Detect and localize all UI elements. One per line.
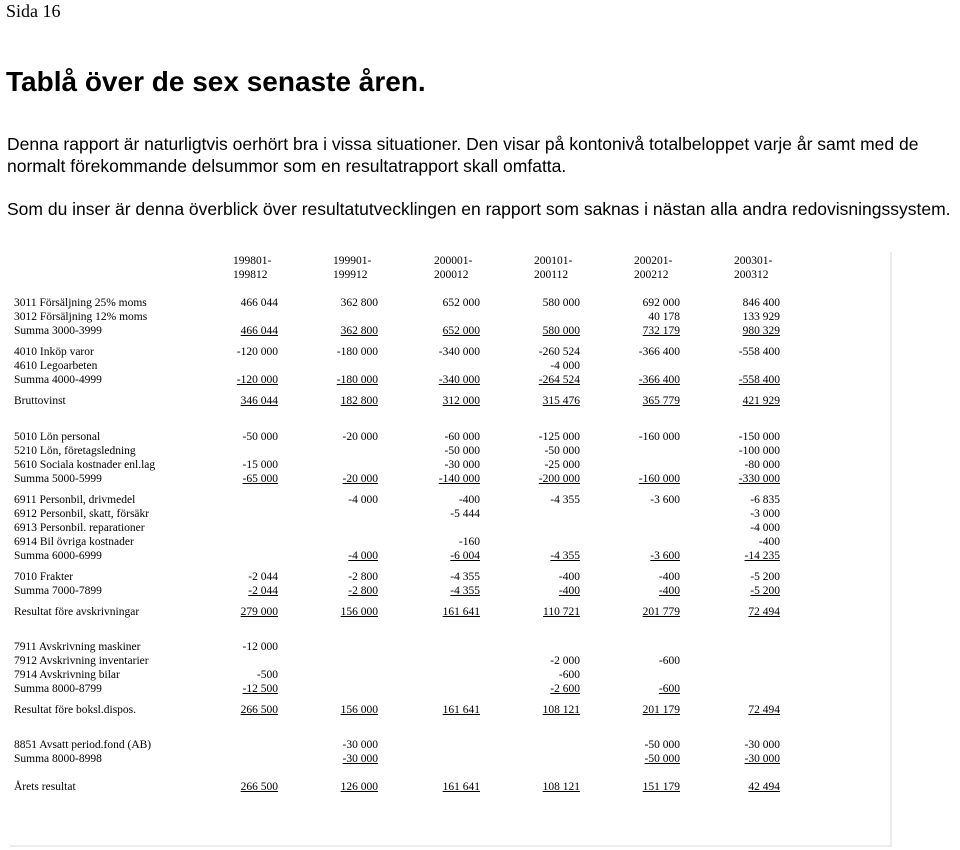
value-cell: 201 179 [642, 704, 680, 716]
value-cell: -20 000 [342, 431, 378, 443]
value-cell: 40 178 [648, 311, 680, 323]
row-label: Resultat före avskrivningar [14, 606, 140, 618]
value-cell: -4 000 [550, 360, 580, 372]
value-cell: -50 000 [544, 445, 580, 457]
value-cell: 182 800 [340, 395, 378, 407]
value-cell: -50 000 [242, 431, 278, 443]
value-cell: -400 [558, 571, 580, 583]
value-cell: 156 000 [340, 704, 378, 716]
period-header-4 [534, 254, 594, 282]
value-cell: -4 355 [450, 585, 480, 597]
row-label: 3012 Försäljning 12% moms [14, 311, 148, 323]
value-cell: -4 000 [348, 494, 378, 506]
value-cell: -160 [458, 536, 480, 548]
value-cell: 346 044 [240, 395, 278, 407]
value-cell: 161 641 [442, 606, 480, 618]
value-cell: -180 000 [336, 346, 378, 358]
row-label: 4010 Inköp varor [14, 346, 94, 358]
value-cell: 72 494 [748, 704, 780, 716]
value-cell: -30 000 [342, 753, 378, 765]
row-label: 8851 Avsatt period.fond (AB) [14, 739, 152, 751]
value-cell: -160 000 [638, 473, 680, 485]
value-cell: 151 179 [642, 781, 680, 793]
value-cell: -4 000 [750, 522, 780, 534]
row-label: Summa 4000-4999 [14, 374, 102, 386]
value-cell: -558 400 [738, 346, 780, 358]
row-label: 5010 Lön personal [14, 431, 101, 443]
value-cell: 201 779 [642, 606, 680, 618]
value-cell: -12 500 [242, 683, 278, 695]
period-header-5 [634, 254, 694, 282]
value-cell: -400 [558, 585, 580, 597]
value-cell: -4 355 [450, 571, 480, 583]
value-cell: -5 200 [750, 571, 780, 583]
period-header-2 [333, 254, 393, 282]
value-cell: 362 800 [340, 297, 378, 309]
value-cell: -5 200 [750, 585, 780, 597]
value-cell: 652 000 [442, 325, 480, 337]
value-cell: 732 179 [642, 325, 680, 337]
value-cell: -60 000 [444, 431, 480, 443]
value-cell: 72 494 [748, 606, 780, 618]
period-header-1 [233, 254, 293, 282]
value-cell: 110 721 [543, 606, 580, 618]
row-label: Summa 8000-8998 [14, 753, 102, 765]
value-cell: 652 000 [442, 297, 480, 309]
value-cell: -264 524 [538, 374, 580, 386]
value-cell: -120 000 [236, 346, 278, 358]
page-title: Tablå över de sex senaste åren. [6, 66, 426, 97]
row-label: Summa 8000-8799 [14, 683, 102, 695]
value-cell: -2 044 [248, 571, 278, 583]
period-to: 200012 [434, 269, 469, 281]
summary-paragraph: Som du inser är denna överblick över resultatutvecklingen en rapport som saknas i nästan alla andra redovisningssystem. [7, 199, 951, 219]
row-label: Årets resultat [14, 781, 76, 793]
row-label: Summa 5000-5999 [14, 473, 102, 485]
value-cell: -30 000 [744, 739, 780, 751]
period-header-3 [434, 254, 494, 282]
value-cell: 133 929 [742, 311, 780, 323]
period-to: 200112 [534, 269, 569, 281]
period-header-6 [734, 254, 794, 282]
row-label: 5610 Sociala kostnader enl.lag [14, 459, 156, 471]
period-from: 200201- [634, 255, 673, 267]
value-cell: -80 000 [744, 459, 780, 471]
value-cell: -558 400 [738, 374, 780, 386]
value-cell: -3 600 [650, 550, 680, 562]
value-cell: 161 641 [442, 781, 480, 793]
row-label: Summa 6000-6999 [14, 550, 102, 562]
value-cell: 580 000 [542, 325, 580, 337]
value-cell: -50 000 [644, 739, 680, 751]
row-label: Resultat före boksl.dispos. [14, 704, 137, 716]
value-cell: -3 000 [750, 508, 780, 520]
value-cell: -400 [758, 536, 780, 548]
row-label: 6914 Bil övriga kostnader [14, 536, 134, 548]
value-cell: -25 000 [544, 459, 580, 471]
period-from: 199801- [233, 255, 272, 267]
row-label: 7912 Avskrivning inventarier [14, 655, 149, 667]
intro-paragraph: Denna rapport är naturligtvis oerhört bra i vissa situationer. Den visar på kontonivå totalbeloppet varje år samt med de normalt förekommande delsummor som en resultatrapport skall omfatta. [7, 134, 919, 176]
value-cell: -4 355 [550, 494, 580, 506]
value-cell: 692 000 [642, 297, 680, 309]
value-cell: -150 000 [738, 431, 780, 443]
value-cell: -4 355 [550, 550, 580, 562]
value-cell: 980 329 [742, 325, 780, 337]
value-cell: 108 121 [542, 704, 580, 716]
row-label: 7911 Avskrivning maskiner [14, 641, 141, 653]
row-label: 7914 Avskrivning bilar [14, 669, 120, 681]
value-cell: -340 000 [438, 374, 480, 386]
value-cell: 266 500 [240, 704, 278, 716]
value-cell: -400 [658, 571, 680, 583]
row-label: Bruttovinst [14, 395, 66, 407]
value-cell: 846 400 [742, 297, 780, 309]
value-cell: 161 641 [442, 704, 480, 716]
value-cell: -260 524 [538, 346, 580, 358]
value-cell: -2 800 [348, 571, 378, 583]
value-cell: 466 044 [240, 297, 278, 309]
period-to: 200312 [734, 269, 769, 281]
value-cell: -50 000 [444, 445, 480, 457]
value-cell: -2 600 [550, 683, 580, 695]
value-cell: -15 000 [242, 459, 278, 471]
period-to: 199912 [333, 269, 368, 281]
value-cell: -600 [658, 683, 680, 695]
value-cell: -120 000 [236, 374, 278, 386]
value-cell: 421 929 [742, 395, 780, 407]
value-cell: -3 600 [650, 494, 680, 506]
value-cell: -500 [256, 669, 278, 681]
period-to: 199812 [233, 269, 268, 281]
value-cell: 315 476 [542, 395, 580, 407]
row-label: 6913 Personbil. reparationer [14, 522, 145, 534]
value-cell: 156 000 [340, 606, 378, 618]
value-cell: 312 000 [442, 395, 480, 407]
value-cell: -30 000 [342, 739, 378, 751]
value-cell: -600 [558, 669, 580, 681]
value-cell: -200 000 [538, 473, 580, 485]
period-from: 199901- [333, 255, 372, 267]
value-cell: -50 000 [644, 753, 680, 765]
value-cell: 279 000 [240, 606, 278, 618]
value-cell: -366 400 [638, 374, 680, 386]
period-from: 200001- [434, 255, 473, 267]
row-label: 6912 Personbil, skatt, försäkr [14, 508, 150, 520]
value-cell: -30 000 [744, 753, 780, 765]
value-cell: -20 000 [342, 473, 378, 485]
row-label: Summa 3000-3999 [14, 325, 102, 337]
period-to: 200212 [634, 269, 669, 281]
value-cell: -6 004 [450, 550, 480, 562]
value-cell: 108 121 [542, 781, 580, 793]
value-cell: -366 400 [638, 346, 680, 358]
value-cell: -2 800 [348, 585, 378, 597]
value-cell: -400 [658, 585, 680, 597]
value-cell: -6 835 [750, 494, 780, 506]
row-label: 4610 Legoarbeten [14, 360, 98, 372]
row-label: 3011 Försäljning 25% moms [14, 297, 147, 309]
value-cell: -400 [458, 494, 480, 506]
value-cell: -4 000 [348, 550, 378, 562]
value-cell: -600 [658, 655, 680, 667]
value-cell: -100 000 [738, 445, 780, 457]
period-from: 200101- [534, 255, 573, 267]
value-cell: -30 000 [444, 459, 480, 471]
value-cell: -340 000 [438, 346, 480, 358]
value-cell: -160 000 [638, 431, 680, 443]
value-cell: -65 000 [242, 473, 278, 485]
value-cell: 580 000 [542, 297, 580, 309]
value-cell: -330 000 [738, 473, 780, 485]
page-header: Sida 16 [6, 1, 61, 21]
value-cell: -180 000 [336, 374, 378, 386]
row-label: 7010 Frakter [14, 571, 74, 583]
value-cell: 466 044 [240, 325, 278, 337]
row-label: Summa 7000-7899 [14, 585, 102, 597]
value-cell: 365 779 [642, 395, 680, 407]
value-cell: 266 500 [240, 781, 278, 793]
value-cell: 126 000 [340, 781, 378, 793]
period-from: 200301- [734, 255, 773, 267]
value-cell: -5 444 [450, 508, 480, 520]
value-cell: -2 044 [248, 585, 278, 597]
value-cell: -140 000 [438, 473, 480, 485]
value-cell: -2 000 [550, 655, 580, 667]
six-year-report-table [8, 250, 890, 845]
row-label: 6911 Personbil, drivmedel [14, 494, 136, 506]
value-cell: -125 000 [538, 431, 580, 443]
row-label: 5210 Lön, företagsledning [14, 445, 136, 457]
value-cell: -12 000 [242, 641, 278, 653]
value-cell: 42 494 [748, 781, 780, 793]
value-cell: 362 800 [340, 325, 378, 337]
value-cell: -14 235 [744, 550, 780, 562]
